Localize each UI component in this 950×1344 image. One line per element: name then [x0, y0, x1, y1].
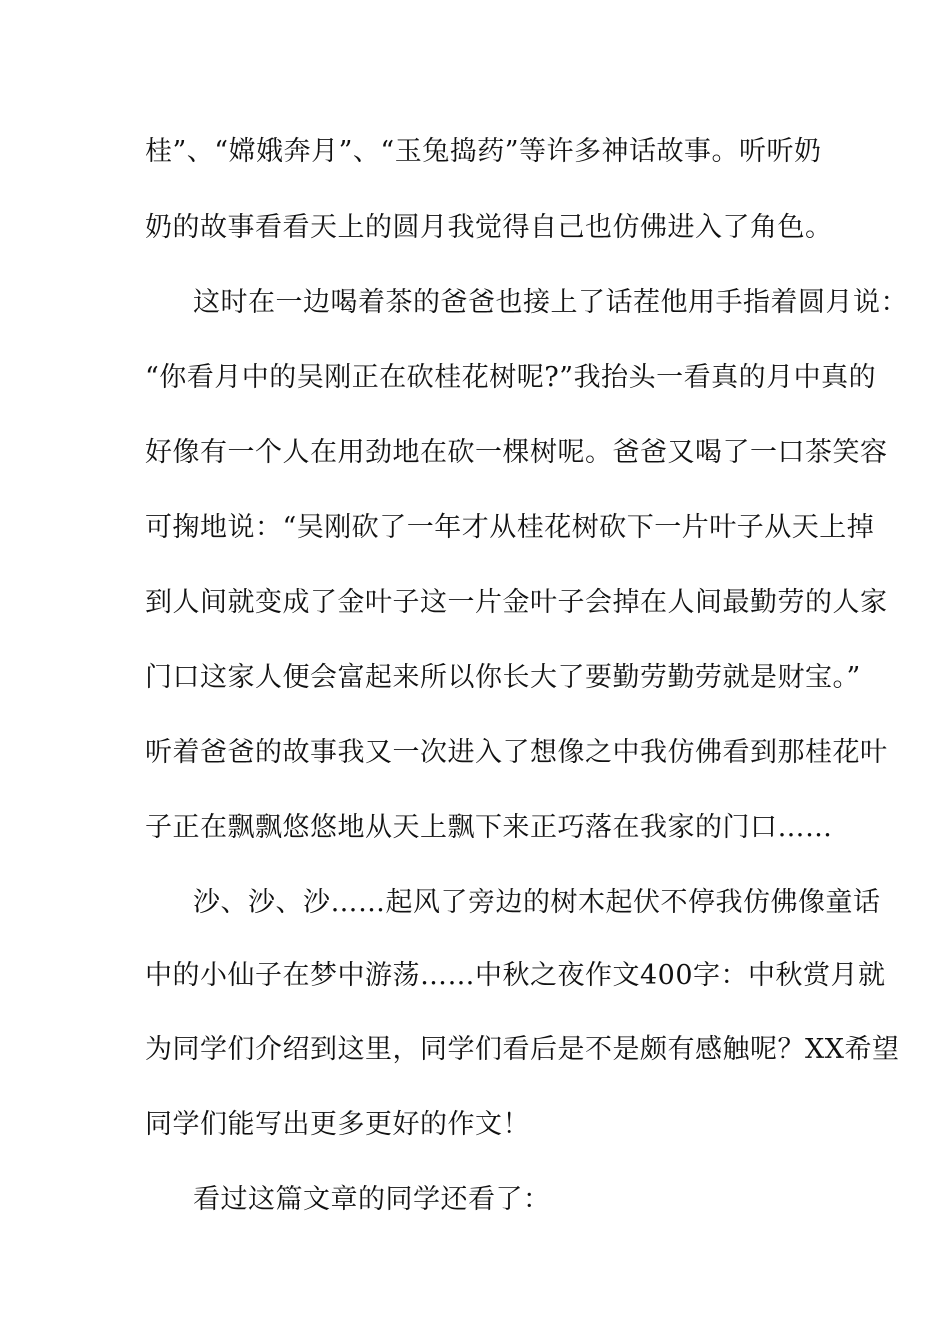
- text-line-10: 子正在飘飘悠悠地从天上飘下来正巧落在我家的门口……: [145, 812, 833, 843]
- text-line-11: 沙、沙、沙……起风了旁边的树木起伏不停我仿佛像童话: [193, 887, 881, 918]
- text-line-13: 为同学们介绍到这里，同学们看后是不是颇有感触呢？XX希望: [145, 1034, 900, 1065]
- text-line-5: 好像有一个人在用劲地在砍一棵树呢。爸爸又喝了一口茶笑容: [145, 437, 888, 468]
- text-line-8: 门口这家人便会富起来所以你长大了要勤劳勤劳就是财宝。”: [145, 662, 861, 693]
- text-line-9: 听着爸爸的故事我又一次进入了想像之中我仿佛看到那桂花叶: [145, 737, 888, 768]
- text-line-6: 可掬地说：“吴刚砍了一年才从桂花树砍下一片叶子从天上掉: [145, 512, 875, 543]
- text-line-3: 这时在一边喝着茶的爸爸也接上了话茬他用手指着圆月说：: [193, 287, 908, 318]
- text-line-12: 中的小仙子在梦中游荡……中秋之夜作文400字：中秋赏月就: [145, 960, 886, 991]
- text-line-2: 奶的故事看看天上的圆月我觉得自己也仿佛进入了角色。: [145, 212, 833, 243]
- text-line-4: “你看月中的吴刚正在砍桂花树呢?”我抬头一看真的月中真的: [145, 362, 877, 393]
- text-line-15: 看过这篇文章的同学还看了：: [193, 1184, 551, 1215]
- text-line-14: 同学们能写出更多更好的作文！: [145, 1109, 530, 1140]
- text-line-1: 桂”、“嫦娥奔月”、“玉兔捣药”等许多神话故事。听听奶: [145, 136, 822, 167]
- text-line-7: 到人间就变成了金叶子这一片金叶子会掉在人间最勤劳的人家: [145, 587, 888, 618]
